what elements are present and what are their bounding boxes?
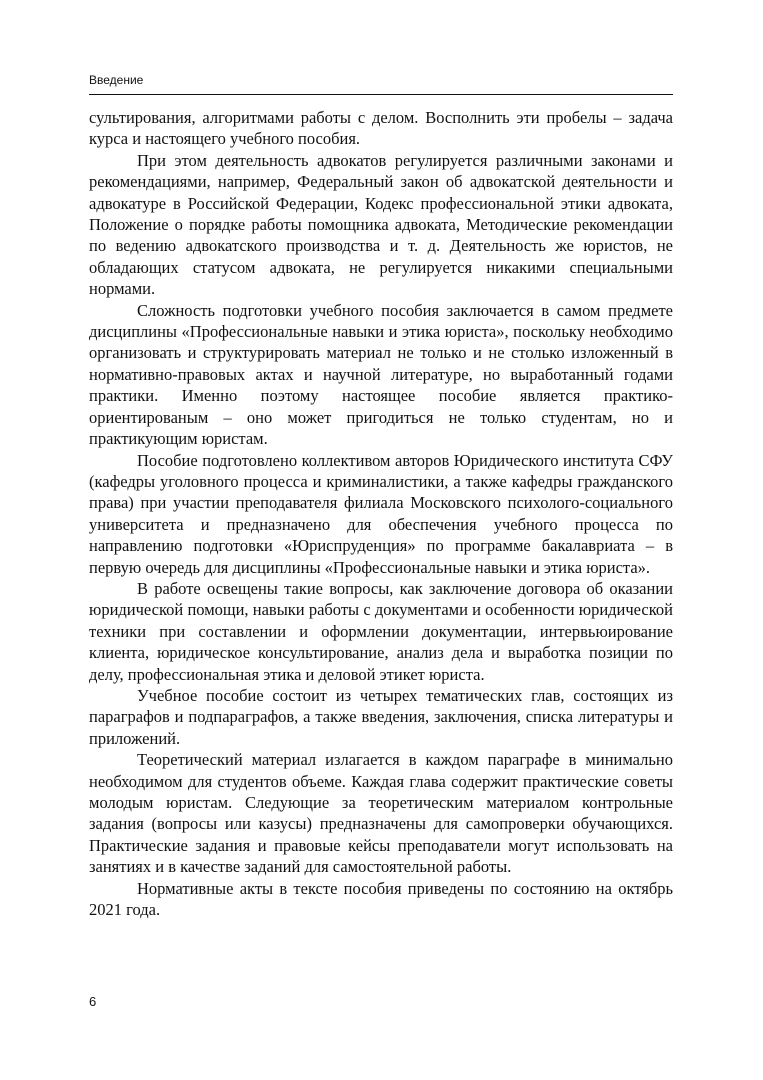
body-text (89, 107, 673, 920)
paragraph: Сложность подготовки учебного пособия заключается в самом предмете дисциплины «Профессиональные навыки и этика юриста», поскольку необходимо организовать и структурировать материал не только и не столько изложенный в нормативно-правовых актах и научной литературе, но выработанный годами практики. Именно поэтому настоящее пособие является практико-ориентированым – оно может пригодиться не только студентам, но и практикующим юристам. (89, 300, 673, 449)
paragraph: Учебное пособие состоит из четырех тематических глав, состоящих из параграфов и подпараграфов, а также введения, заключения, списка литературы и приложений. (89, 685, 673, 748)
header-divider (89, 94, 673, 95)
paragraph: Нормативные акты в тексте пособия приведены по состоянию на октябрь 2021 года. (89, 878, 673, 920)
page-number: 6 (89, 994, 97, 1009)
paragraph: Теоретический материал излагается в каждом параграфе в минимально необходимом для студентов объеме. Каждая глава содержит практические советы молодым юристам. Следующие за теоретическим материалом контрольные задания (вопросы или казусы) предназначены для самопроверки обучающихся. Практические задания и правовые кейсы преподаватели могут использовать на занятиях и в качестве заданий для самостоятельной работы. (89, 750, 673, 877)
paragraph: При этом деятельность адвокатов регулируется различными законами и рекомендациями, например, Федеральный закон об адвокатской деятельности и адвокатуре в Российской Федерации, Кодекс профессиональной этики адвоката, Положение о порядке работы помощника адвоката, Методические рекомендации по ведению адвокатского производства и т. д. Деятельность же юристов, не обладающих статусом адвоката, не регулируется никакими специальными нормами. (89, 150, 673, 299)
paragraph: В работе освещены такие вопросы, как заключение договора об оказании юридической помощи, навыки работы с документами и особенности юридической техники при составлении и оформлении документации, интервьюирование клиента, юридическое консультирование, анализ дела и выработка позиции по делу, профессиональная этика и деловой этикет юриста. (89, 578, 673, 684)
running-header: Введение (89, 73, 144, 87)
paragraph: Пособие подготовлено коллективом авторов Юридического института СФУ (кафедры уголовного процесса и криминалистики, а также кафедры гражданского права) при участии преподавателя филиала Московского психолого-социального университета и предназначено для обеспечения учебного процесса по направлению подготовки «Юриспруденция» по программе бакалавриата – в первую очередь для дисциплины «Профессиональные навыки и этика юриста». (89, 450, 673, 577)
paragraph-continued: сультирования, алгоритмами работы с делом. Восполнить эти пробелы – задача курса и настоящего учебного пособия. (89, 108, 673, 149)
